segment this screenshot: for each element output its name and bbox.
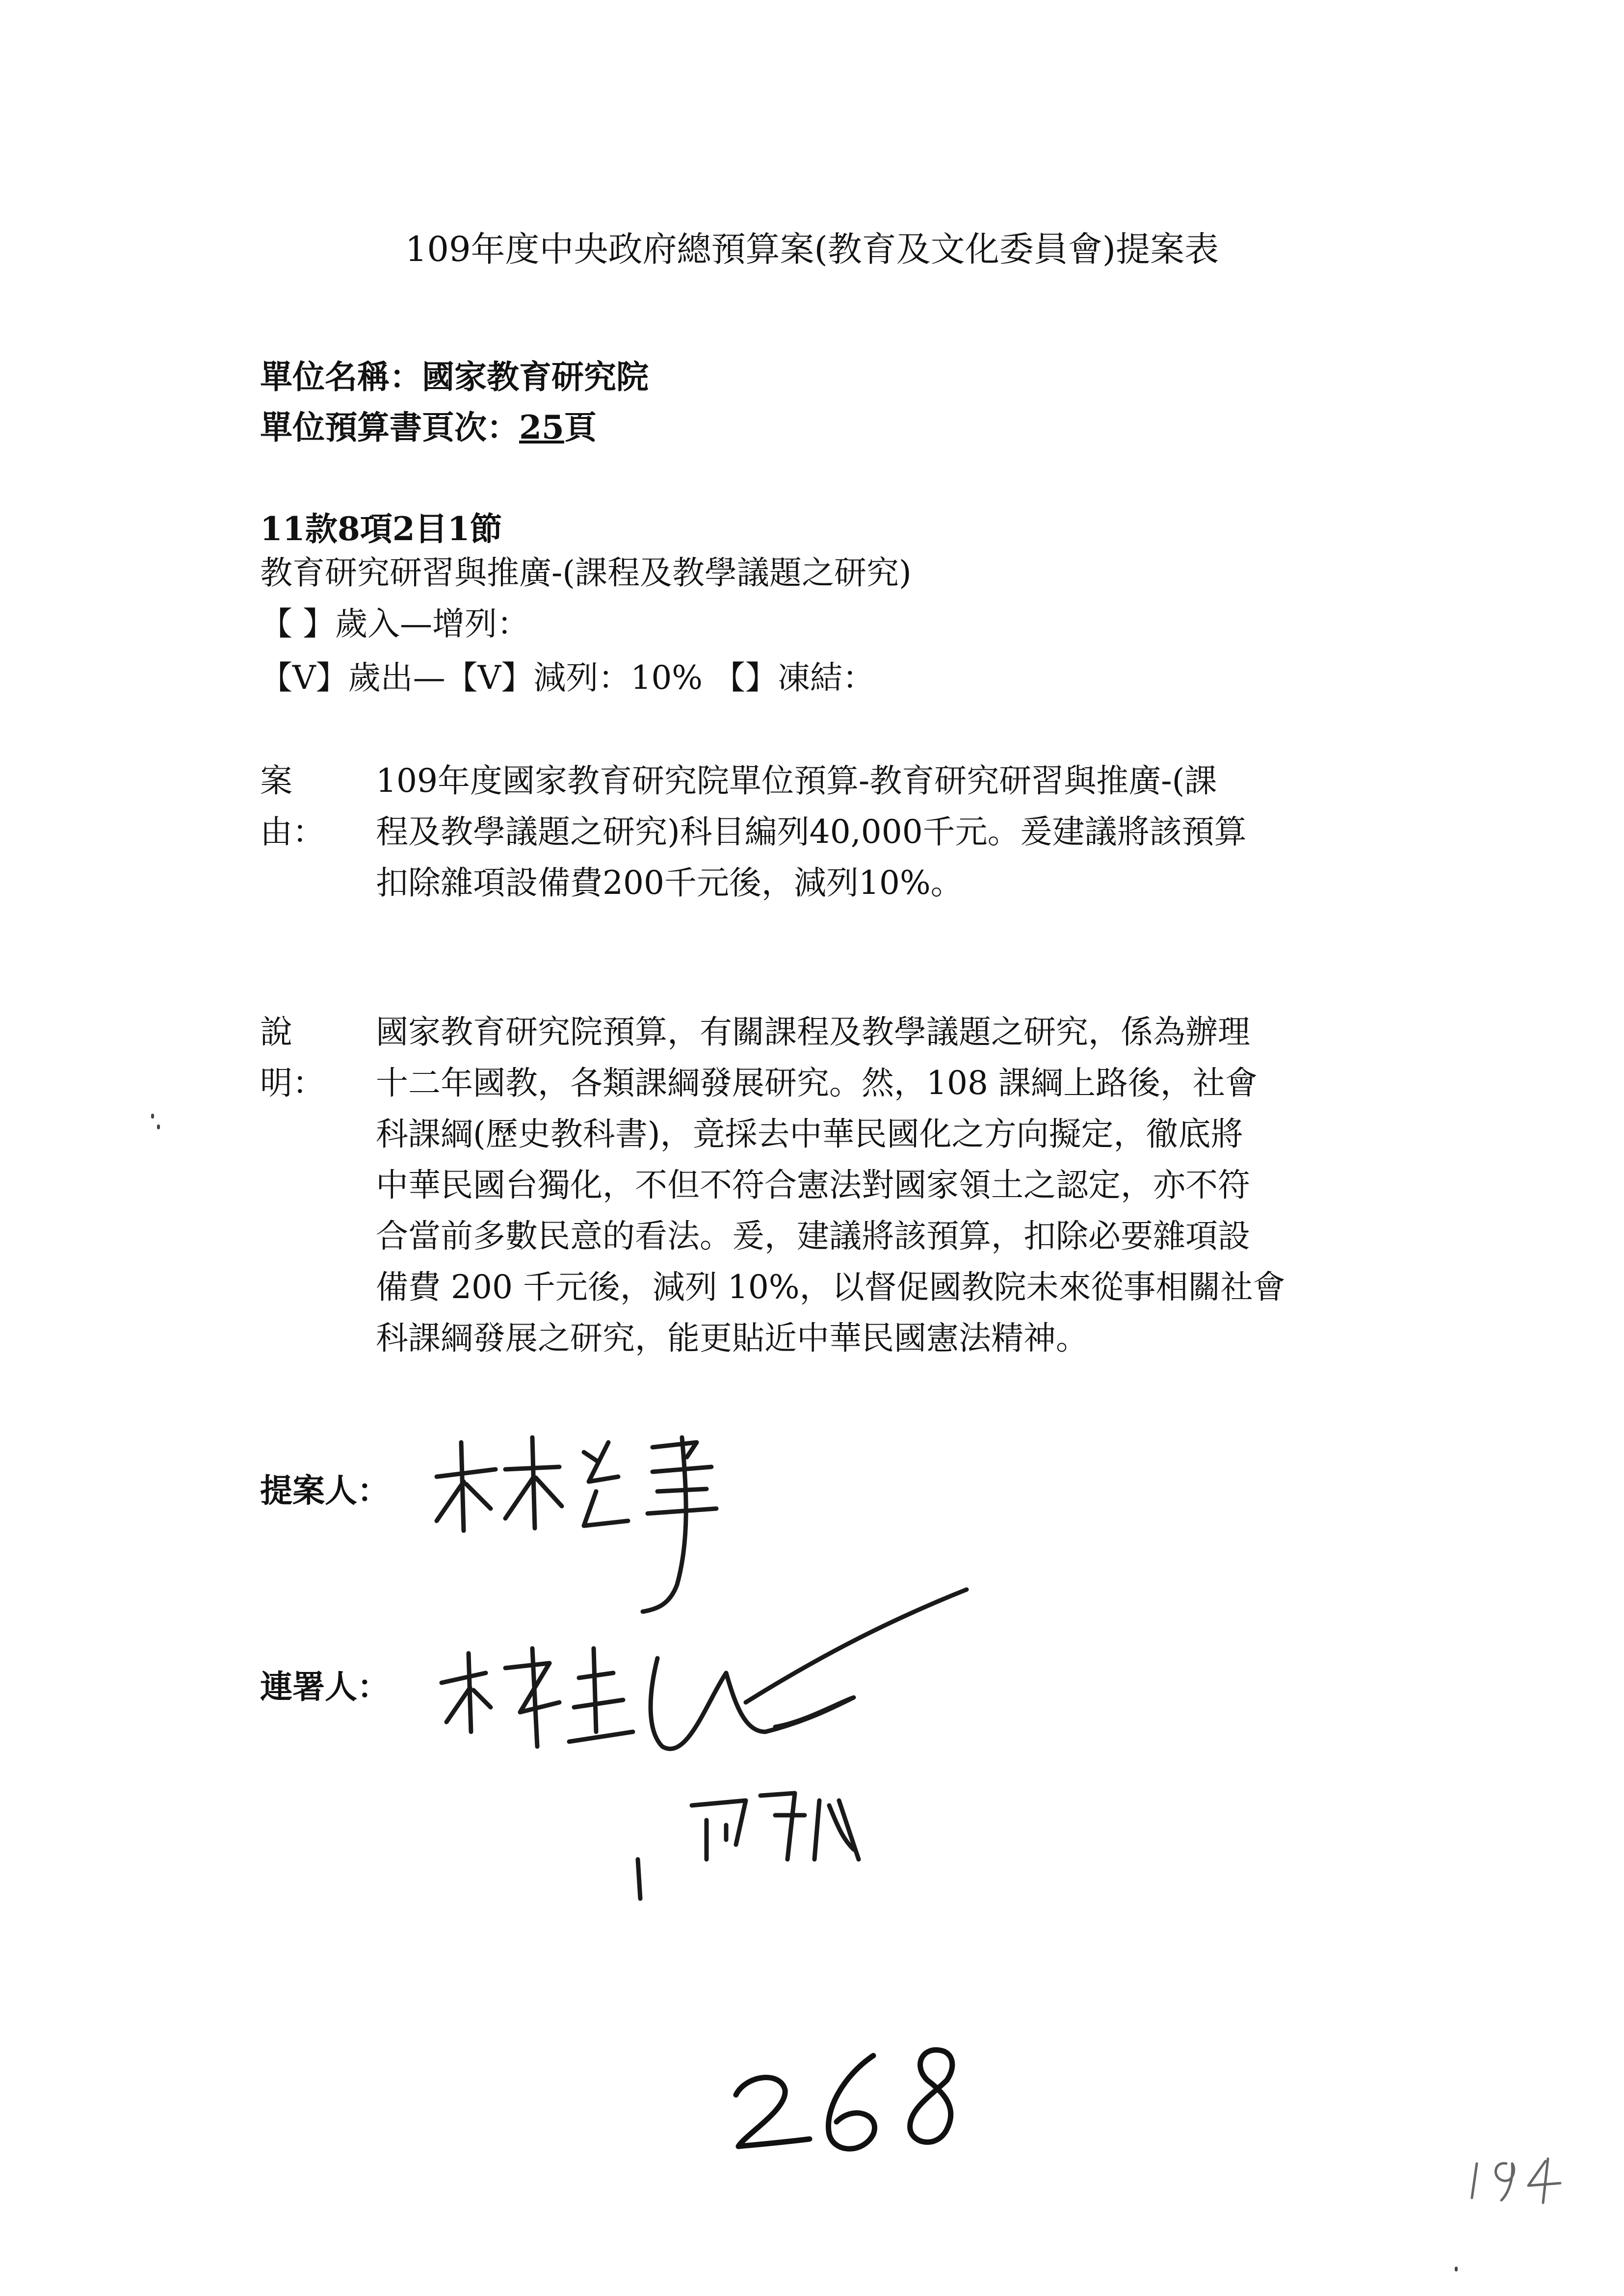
case-label: 案由： [260,762,325,851]
scan-speck [151,1114,154,1119]
budget-page-value: 25 [519,408,564,446]
handwritten-page-number [726,2036,1001,2164]
explanation-line: 科課綱(歷史教科書)，竟採去中華民國化之方向擬定，徹底將 [376,1115,1243,1153]
explanation-line: 十二年國教，各類課綱發展研究。然，108 課綱上路後，社會 [376,1064,1257,1102]
explanation-line: 中華民國台獨化，不但不符合憲法對國家領土之認定，亦不符 [376,1166,1250,1204]
case-line: 程及教學議題之研究)科目編列40,000千元。爰建議將該預算 [376,813,1247,851]
explanation-line: 科課綱發展之研究，能更貼近中華民國憲法精神。 [376,1319,1088,1357]
cosigner-signature [432,1585,996,1938]
budget-page-suffix: 頁 [564,408,597,446]
explanation-line: 國家教育研究院預算，有關課程及教學議題之研究，係為辦理 [376,1013,1250,1051]
expenditure-line: 【V】歲出—【V】減列：10% 【】凍結： [260,659,875,697]
explanation-body [376,1007,1285,1364]
scan-speck [157,1124,160,1129]
handwritten-corner-number [1467,2154,1575,2208]
scan-speck [1455,2267,1458,2271]
revenue-line: 【 】歲入—增列： [260,605,529,643]
explanation-line: 備費 200 千元後，減列 10%，以督促國教院未來從事相關社會 [376,1268,1285,1306]
budget-page-label: 單位預算書頁次： [260,408,519,446]
case-line: 扣除雜項設備費200千元後，減列10%。 [376,864,963,902]
explanation-label: 說明： [260,1013,325,1102]
case-line: 109年度國家教育研究院單位預算-教育研究研習與推廣-(課 [376,762,1217,800]
unit-name-value: 國家教育研究院 [422,358,649,396]
unit-name-label: 單位名稱： [260,358,422,396]
budget-page [260,401,597,448]
proposer-label: 提案人： [260,1471,390,1510]
case-body [376,756,1247,909]
document-title: 109年度中央政府總預算案(教育及文化委員會)提案表 [405,229,1219,269]
program-name: 教育研究研習與推廣-(課程及教學議題之研究) [260,554,912,592]
cosigner-label: 連署人： [260,1668,390,1706]
explanation-line: 合當前多數民意的看法。爰，建議將該預算，扣除必要雜項設 [376,1217,1250,1255]
section-code: 11款8項2目1節 [260,510,502,548]
unit-name [260,351,649,397]
